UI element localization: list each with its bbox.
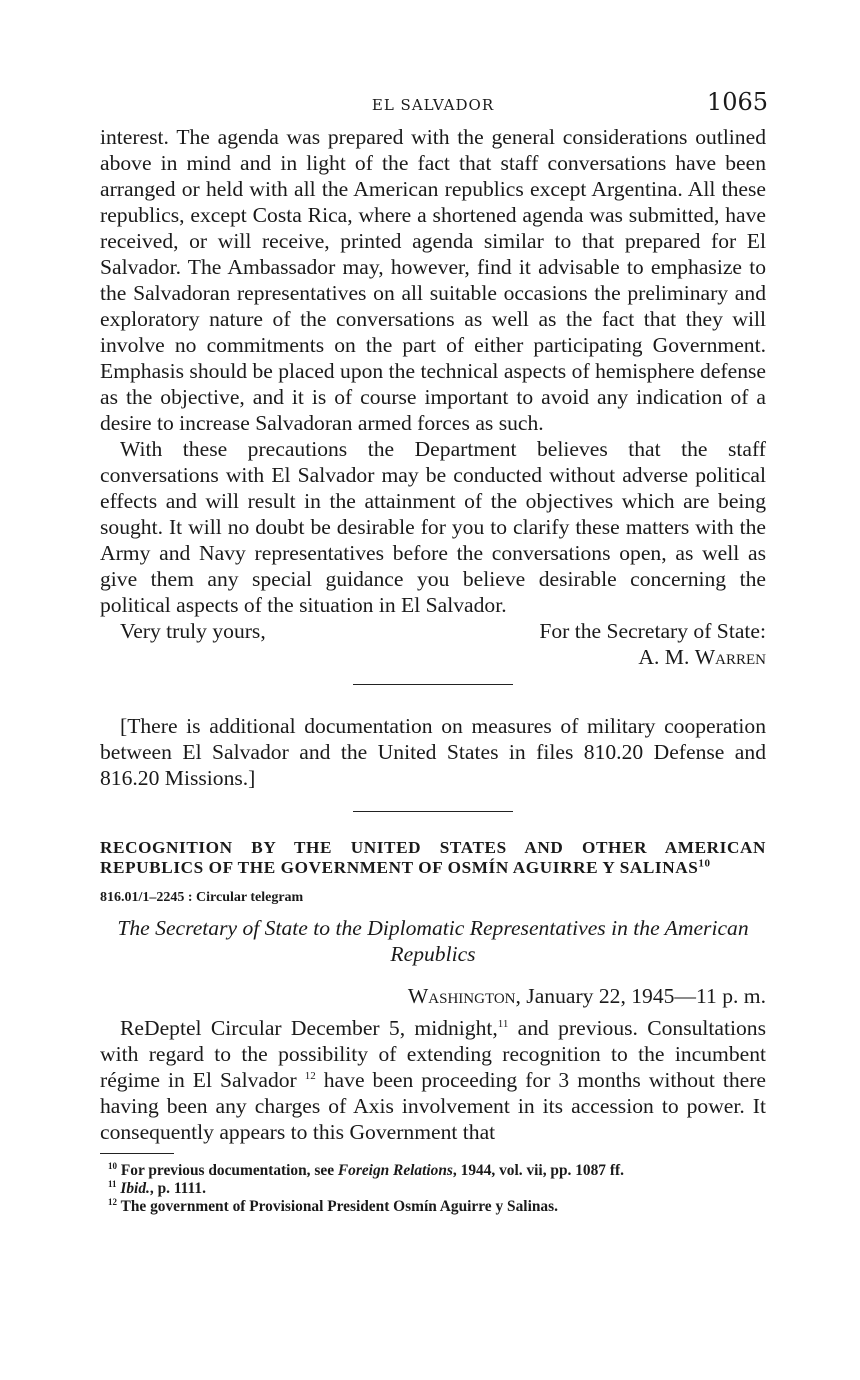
footnote-number: 11 bbox=[108, 1178, 117, 1189]
running-head: EL SALVADOR bbox=[371, 96, 495, 114]
editorial-note: [There is additional documentation on measures of military cooperation between El Salvador and the United States in files 810.20 Defense and 816.20 Missions.] bbox=[100, 714, 766, 790]
footnote-text: , p. 1111. bbox=[149, 1180, 206, 1197]
page-number: 1065 bbox=[706, 88, 768, 116]
separator-rule bbox=[353, 811, 513, 812]
page-header bbox=[100, 84, 766, 124]
footnote-11 bbox=[100, 1180, 766, 1198]
footnote-text: , 1944, vol. vii, pp. 1087 ff. bbox=[452, 1162, 624, 1179]
signature-surname: Warren bbox=[694, 645, 766, 669]
footnote-12 bbox=[100, 1198, 766, 1216]
section-heading-text: RECOGNITION BY THE UNITED STATES AND OTHER AMERICAN REPUBLICS OF THE GOVERNMENT OF OSMÍN AGUIRRE Y SALINAS bbox=[100, 838, 766, 877]
dateline bbox=[100, 983, 766, 1009]
file-reference: 816.01/1–2245 : Circular telegram bbox=[100, 890, 304, 905]
footnote-ref-10: 10 bbox=[698, 857, 711, 870]
for-secretary-line: For the Secretary of State: bbox=[539, 619, 766, 643]
footnote-rule bbox=[100, 1153, 174, 1154]
telegram-text bbox=[100, 1015, 766, 1145]
paragraph-1: interest. The agenda was prepared with the general considerations outlined above in mind and in light of the fact that staff conversations have been arranged or held with all the American republics except Argentina. All these republics, except Costa Rica, where a shortened agenda was submitted, have received, or will receive, printed agenda similar to that prepared for El Salvador. The Ambassador may, however, find it advisable to emphasize to the Salvadoran representatives on all suitable occasions the preliminary and exploratory nature of the conversations as well as the fact that they will involve no commitments on the part of either participating Government. Emphasis should be placed upon the technical aspects of hemisphere defense as the objective, and it is of course important to avoid any indication of a desire to increase Salvadoran armed forces as such. bbox=[100, 125, 766, 435]
footnote-number: 12 bbox=[108, 1196, 117, 1207]
footnote-ref-12: 12 bbox=[304, 1069, 316, 1082]
signature-initials: A. M. bbox=[638, 645, 695, 669]
telegram-text-part-1: ReDeptel Circular December 5, midnight, bbox=[120, 1016, 498, 1040]
salutation: Very truly yours, bbox=[120, 619, 266, 643]
dateline-date: , January 22, 1945—11 p. m. bbox=[515, 984, 766, 1008]
signature bbox=[638, 644, 766, 670]
section-heading bbox=[100, 838, 766, 878]
footnote-ref-11: 11 bbox=[497, 1017, 509, 1030]
telegram-text-part-2: and previous. Consultations with regard to the possibility of extending recognition to the incumbent régime in El Salvador bbox=[100, 1016, 766, 1092]
document-title: The Secretary of State to the Diplomatic Representatives in the American Republics bbox=[117, 916, 749, 966]
footnote-text: The government of Provisional President Osmín Aguirre y Salinas. bbox=[117, 1198, 558, 1215]
footnotes bbox=[100, 1162, 766, 1216]
footnote-number: 10 bbox=[108, 1160, 117, 1171]
telegram-text-part-3: have been proceeding for 3 months without there having been any charges of Axis involvement in its accession to power. It consequently appears to this Government that bbox=[100, 1068, 766, 1144]
document-page bbox=[100, 84, 766, 1216]
footnote-10 bbox=[100, 1162, 766, 1180]
separator-rule bbox=[353, 684, 513, 685]
letter-closing bbox=[100, 618, 766, 670]
footnote-italic: Foreign Relations bbox=[337, 1162, 453, 1179]
paragraph-2: With these precautions the Department believes that the staff conversations with El Salvador may be conducted without adverse political effects and will result in the attainment of the objectives which are being sought. It will no doubt be desirable for you to clarify these matters with the Army and Navy representatives before the conversations open, as well as give them any special guidance you believe desirable concerning the political aspects of the situation in El Salvador. bbox=[100, 437, 766, 617]
dateline-place: Washington bbox=[407, 984, 516, 1008]
footnote-text: For previous documentation, see bbox=[117, 1162, 338, 1179]
footnote-italic: Ibid. bbox=[120, 1180, 150, 1197]
